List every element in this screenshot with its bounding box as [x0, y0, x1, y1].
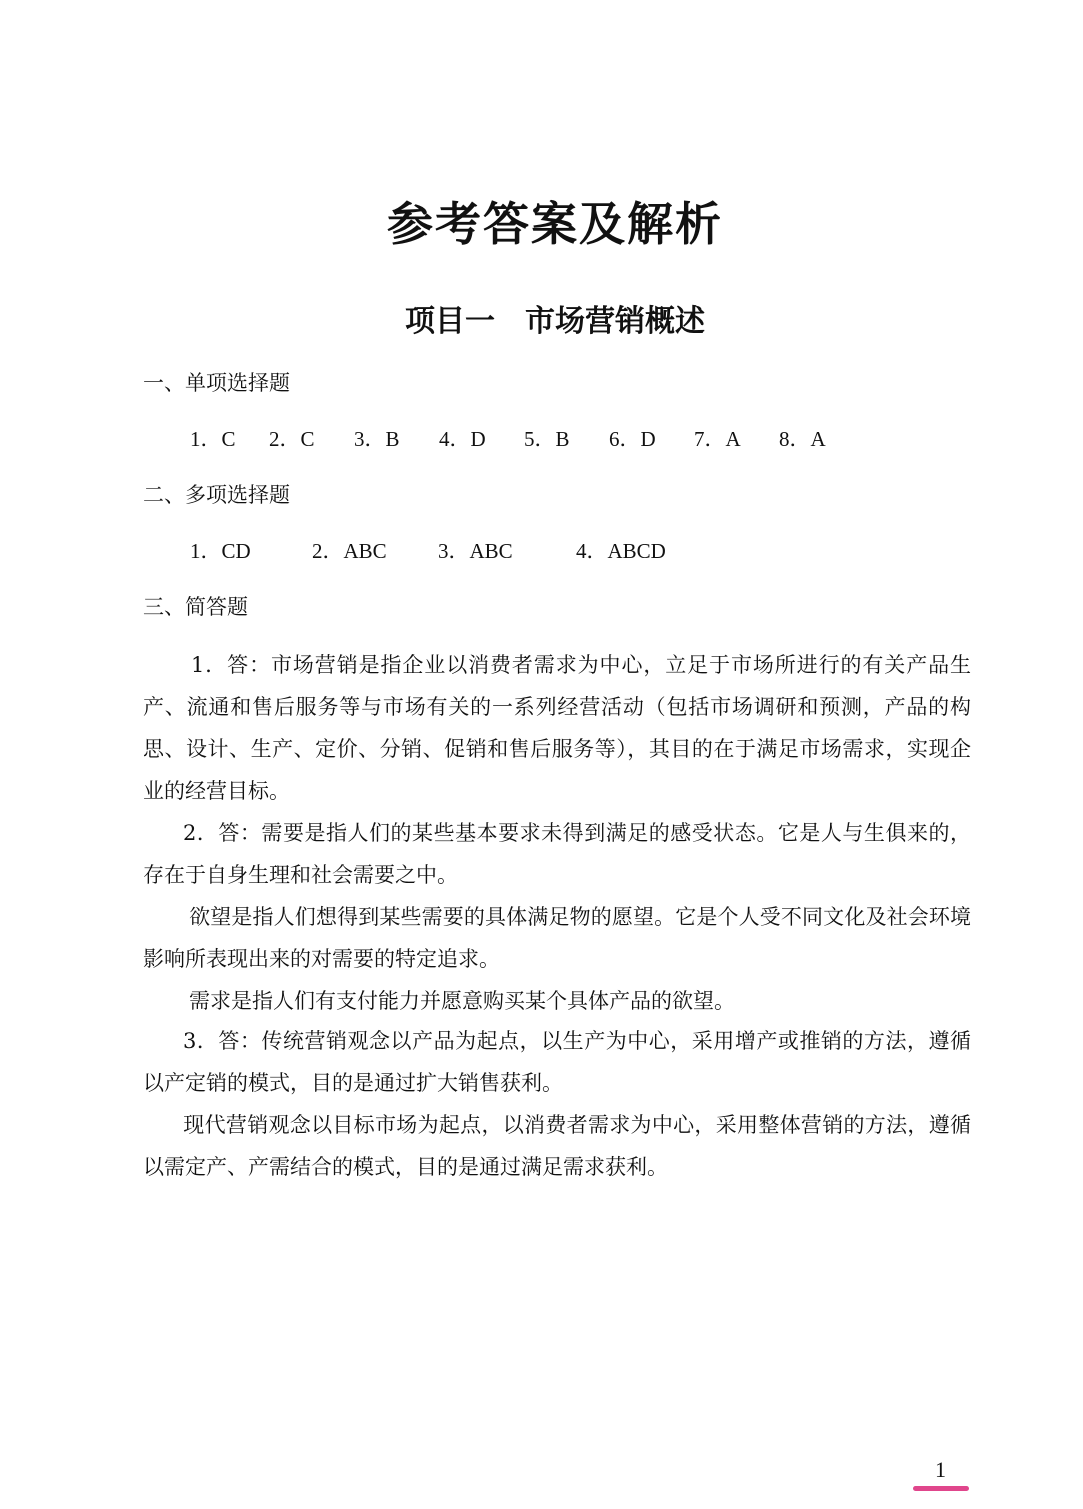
answer-item: 1．C	[190, 427, 236, 451]
answer-paragraph: 需求是指人们有支付能力并愿意购买某个具体产品的欲望。	[189, 989, 735, 1013]
answer-item: 8．A	[779, 427, 826, 451]
page-number: 1	[935, 1457, 946, 1482]
answer-paragraph: 2．答：需要是指人们的某些基本要求未得到满足的感受状态。它是人与生俱来的，存在于自身生理和社会需要之中。	[143, 821, 971, 887]
answer-paragraph: 3．答：传统营销观念以产品为起点，以生产为中心，采用增产或推销的方法，遵循以产定销的模式，目的是通过扩大销售获利。	[143, 1029, 971, 1095]
answer-item: 4．ABCD	[576, 539, 666, 563]
answer-item: 3．ABC	[438, 539, 513, 563]
answer-item: 4．D	[439, 427, 486, 451]
multiple-choice-heading: 二、多项选择题	[143, 483, 290, 507]
short-answer-heading: 三、简答题	[143, 595, 248, 619]
answer-paragraph: 1．答：市场营销是指企业以消费者需求为中心，立足于市场所进行的有关产品生产、流通和售后服务等与市场有关的一系列经营活动（包括市场调研和预测，产品的构思、设计、生产、定价、分销、促销和售后服务等），其目的在于满足市场需求，实现企业的经营目标。	[143, 653, 971, 803]
page-title: 参考答案及解析	[387, 197, 723, 251]
answer-item: 5．B	[524, 427, 570, 451]
answer-paragraph: 欲望是指人们想得到某些需要的具体满足物的愿望。它是个人受不同文化及社会环境影响所表现出来的对需要的特定追求。	[143, 905, 971, 971]
page-number-underline	[913, 1486, 969, 1491]
answer-item: 3．B	[354, 427, 400, 451]
answer-item: 7．A	[694, 427, 741, 451]
answer-paragraph: 现代营销观念以目标市场为起点，以消费者需求为中心，采用整体营销的方法，遵循以需定产、产需结合的模式，目的是通过满足需求获利。	[143, 1113, 971, 1179]
answer-item: 1．CD	[190, 539, 251, 563]
answer-item: 2．ABC	[312, 539, 387, 563]
single-choice-heading: 一、单项选择题	[143, 371, 290, 395]
project-title: 项目一 市场营销概述	[405, 304, 705, 339]
answer-item: 6．D	[609, 427, 656, 451]
answer-item: 2．C	[269, 427, 315, 451]
